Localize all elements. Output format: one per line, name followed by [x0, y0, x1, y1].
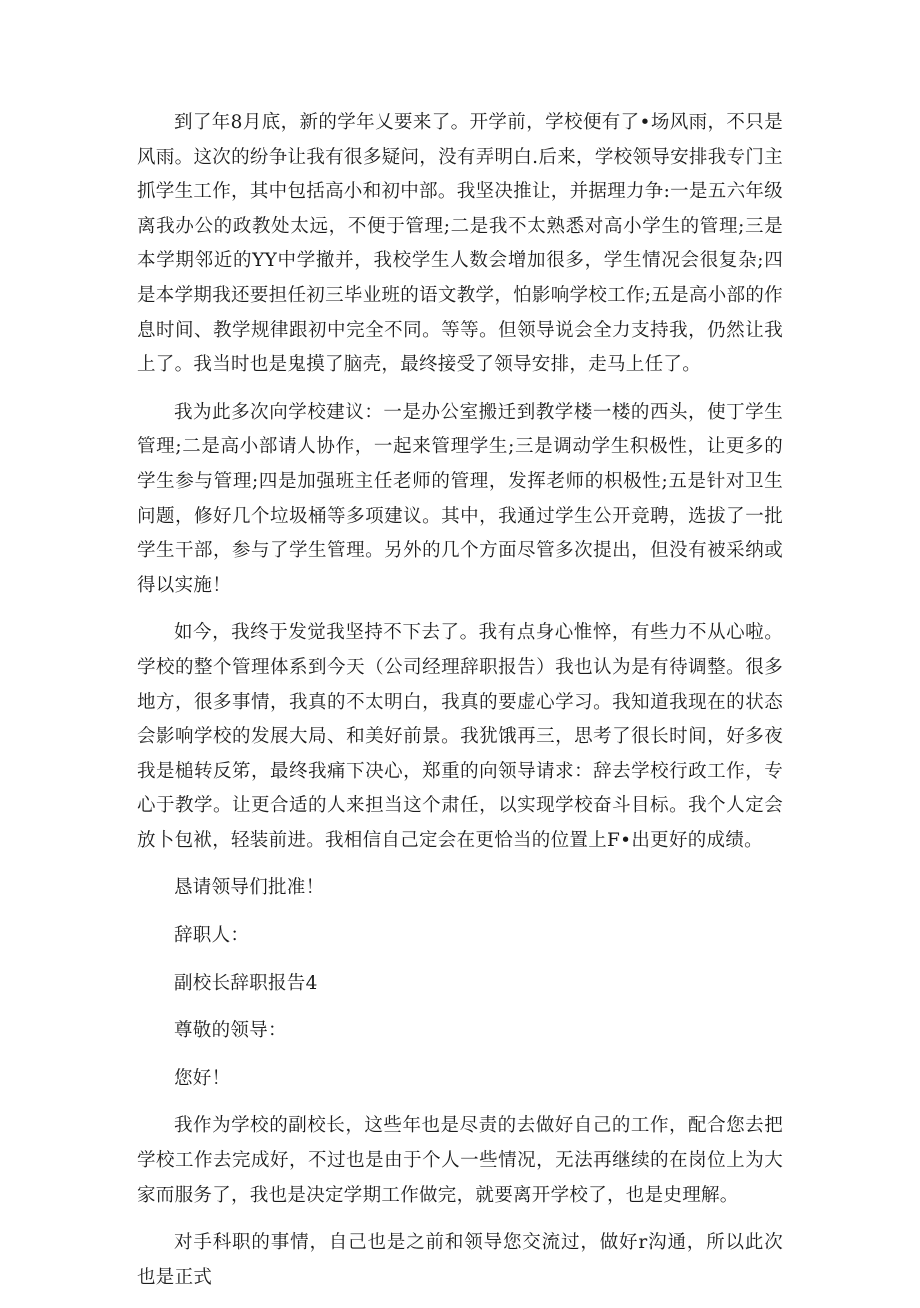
- paragraph-communication: 对手科职的事情，自己也是之前和领导您交流过，做好r沟通，所以此次也是正式: [137, 1232, 783, 1288]
- line-salutation: 尊敬的领导：: [174, 1020, 287, 1042]
- document-body: [137, 106, 783, 1308]
- paragraph-resignation-reason: 如今，我终于发觉我坚持不下去了。我有点身心惟悴，有些力不从心啦。学校的整个管理体系到今天（公司经理辞职报告）我也认为是有待调整。很多地方，很多事情，我真的不太明白，我真的要虚心学习。我知道我现在的状态会影响学校的发展大局、和美好前景。我犹饿再三，思考了很长时间，好多夜我是槌转反笫，最终我痛下决心，郑重的向领导请求：辞去学校行政工作，专心于教学。让更合适的人来担当这个肃任，以实现学校奋斗目标。我个人定会放卜包袱，轻装前进。我相信自己定会在更恰当的位置上F•出更好的成绩。: [137, 622, 783, 851]
- paragraph-vice-principal: 我作为学校的副校长，这些年也是尽责的去做好自己的工作，配合您去把学校工作去完成好，不过也是由于个人一些情况，无法再继续的在岗位上为大家而服务了，我也是决定学期工作做完，就要离开学校了，也是史理解。: [137, 1115, 783, 1206]
- line-greeting: 您好！: [174, 1067, 231, 1089]
- line-resigner: 辞职人：: [174, 925, 250, 947]
- line-request-approval: 恳请领导们批准！: [174, 877, 325, 899]
- line-report-title: 副校长辞职报告4: [174, 972, 318, 994]
- paragraph-suggestions: 我为此多次向学校建议：一是办公室搬迁到教学楼一楼的西头，使丁学生管理;二是高小部请人协作，一起来管理学生;三是调动学生积极性，让更多的学生参与管理;四是加强班主任老师的管理，发挥老师的枳极性;五是针对卫生问题，修好几个垃圾桶等多项建议。其中，我通过学生公开竞聘，选拔了一批学生干部，参与了学生管理。另外的几个方面尽管多次提出，但没有被采纳或得以实施！: [137, 401, 783, 596]
- paragraph-intro: 到了年8月底，新的学年乂要来了。开学前，学校便有了•场风雨，不只是风雨。这次的纷争让我有很多疑问，没有弄明白.后来，学校领导安排我专门主抓学生工作，其中包括高小和初中部。我坚决推让，并据理力争:一是五六年级离我办公的政教处太远，不便于管理;二是我不太熟悉对高小学生的管理;三是本学期邻近的YY中学撤并，我校学生人数会增加很多，学生情况会很复杂;四是本学期我还要担任初三毕业班的语文教学，怕影响学校工作;五是高小部的作息时间、教学规律跟初中完全不同。等等。但领导说会全力支持我，仍然让我上了。我当时也是鬼摸了脑壳，最终接受了领导安排，走马上任了。: [137, 112, 783, 376]
